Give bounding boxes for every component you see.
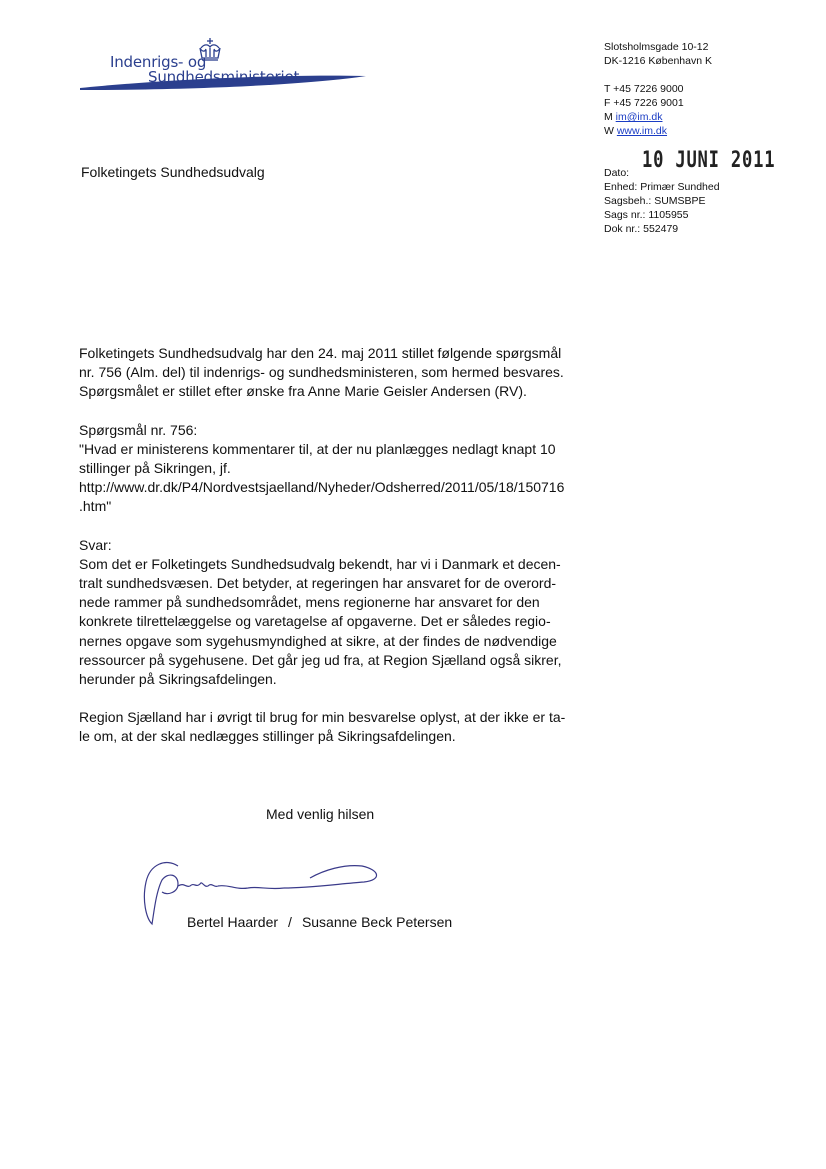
answer-paragraph — [79, 536, 579, 690]
date-stamp: 10 JUNI 2011 — [642, 148, 776, 173]
intro-line: Spørgsmålet er stillet efter ønske fra Anne Marie Geisler Andersen (RV). — [79, 383, 527, 400]
answer-line: konkrete tilrettelæggelse og varetagelse af opgaverne. Det er således regio- — [79, 613, 551, 630]
question-heading: Spørgsmål nr. 756: — [79, 421, 198, 438]
sender-block — [604, 40, 712, 138]
question-url-line: http://www.dr.dk/P4/Nordvestsjaelland/Nyheder/Odsherred/2011/05/18/150716 — [79, 479, 565, 496]
case-officer-line: Sagsbeh.: SUMSBPE — [604, 195, 706, 207]
document-meta — [604, 148, 776, 236]
closing-greeting: Med venlig hilsen — [266, 806, 375, 822]
answer-heading: Svar: — [79, 536, 112, 553]
signer-separator: / — [288, 914, 292, 930]
mail-link[interactable]: im@im.dk — [615, 111, 663, 123]
question-paragraph — [79, 421, 579, 517]
intro-line: Folketingets Sundhedsudvalg har den 24. maj 2011 stillet følgende spørgsmål — [79, 345, 562, 361]
closing-line: le om, at der skal nedlægges stillinger på Sikringsafdelingen. — [79, 728, 456, 745]
answer-line: Som det er Folketingets Sundhedsudvalg bekendt, har vi i Danmark et decen- — [79, 555, 561, 572]
closing-line: Region Sjælland har i øvrigt til brug for min besvarelse oplyst, at der ikke er ta- — [79, 709, 566, 726]
intro-paragraph — [79, 344, 579, 402]
question-line: stillinger på Sikringen, jf. — [79, 460, 231, 477]
answer-line: herunder på Sikringsafdelingen. — [79, 671, 277, 688]
sender-address-2: DK-1216 København K — [604, 55, 712, 67]
answer-line: nernes opgave som sygehusmyndighed at sikre, at der findes de nødvendige — [79, 632, 557, 649]
question-line: .htm" — [79, 498, 112, 515]
date-row — [604, 148, 776, 180]
closing-paragraph — [79, 708, 579, 746]
answer-line: ressourcer på sygehusene. Det går jeg ud fra, at Region Sjælland også sikrer, — [79, 651, 562, 668]
question-line: "Hvad er ministerens kommentarer til, at der nu planlægges nedlagt knapt 10 — [79, 440, 556, 457]
ministry-logo — [78, 36, 378, 96]
logo-line-1: Indenrigs- og — [110, 53, 207, 71]
intro-line: nr. 756 (Alm. del) til indenrigs- og sundhedsministeren, som hermed besvares. — [79, 364, 564, 381]
sender-web-row — [604, 124, 712, 138]
date-label: Dato: — [604, 167, 630, 179]
logo-line-2: Sundhedsministeriet — [148, 68, 300, 86]
sender-phone: T +45 7226 9000 — [604, 83, 684, 95]
web-link[interactable]: www.im.dk — [616, 125, 668, 137]
signers — [187, 914, 452, 930]
signer-2: Susanne Beck Petersen — [301, 914, 453, 930]
web-prefix: W — [604, 125, 614, 137]
answer-line: nede rammer på sundhedsområdet, mens regionerne har ansvaret for den — [79, 594, 540, 611]
sender-fax: F +45 7226 9001 — [604, 97, 684, 109]
unit-line: Enhed: Primær Sundhed — [604, 181, 720, 193]
document-number-line: Dok nr.: 552479 — [604, 223, 679, 235]
mail-prefix: M — [604, 111, 613, 123]
case-number-line: Sags nr.: 1105955 — [604, 209, 689, 221]
answer-line: tralt sundhedsvæsen. Det betyder, at regeringen har ansvaret for de overord- — [79, 575, 557, 592]
letter-body — [79, 344, 579, 766]
sender-mail-row — [604, 110, 712, 124]
signer-1: Bertel Haarder — [187, 914, 279, 930]
sender-address-1: Slotsholmsgade 10-12 — [604, 41, 709, 53]
recipient: Folketingets Sundhedsudvalg — [81, 164, 265, 180]
